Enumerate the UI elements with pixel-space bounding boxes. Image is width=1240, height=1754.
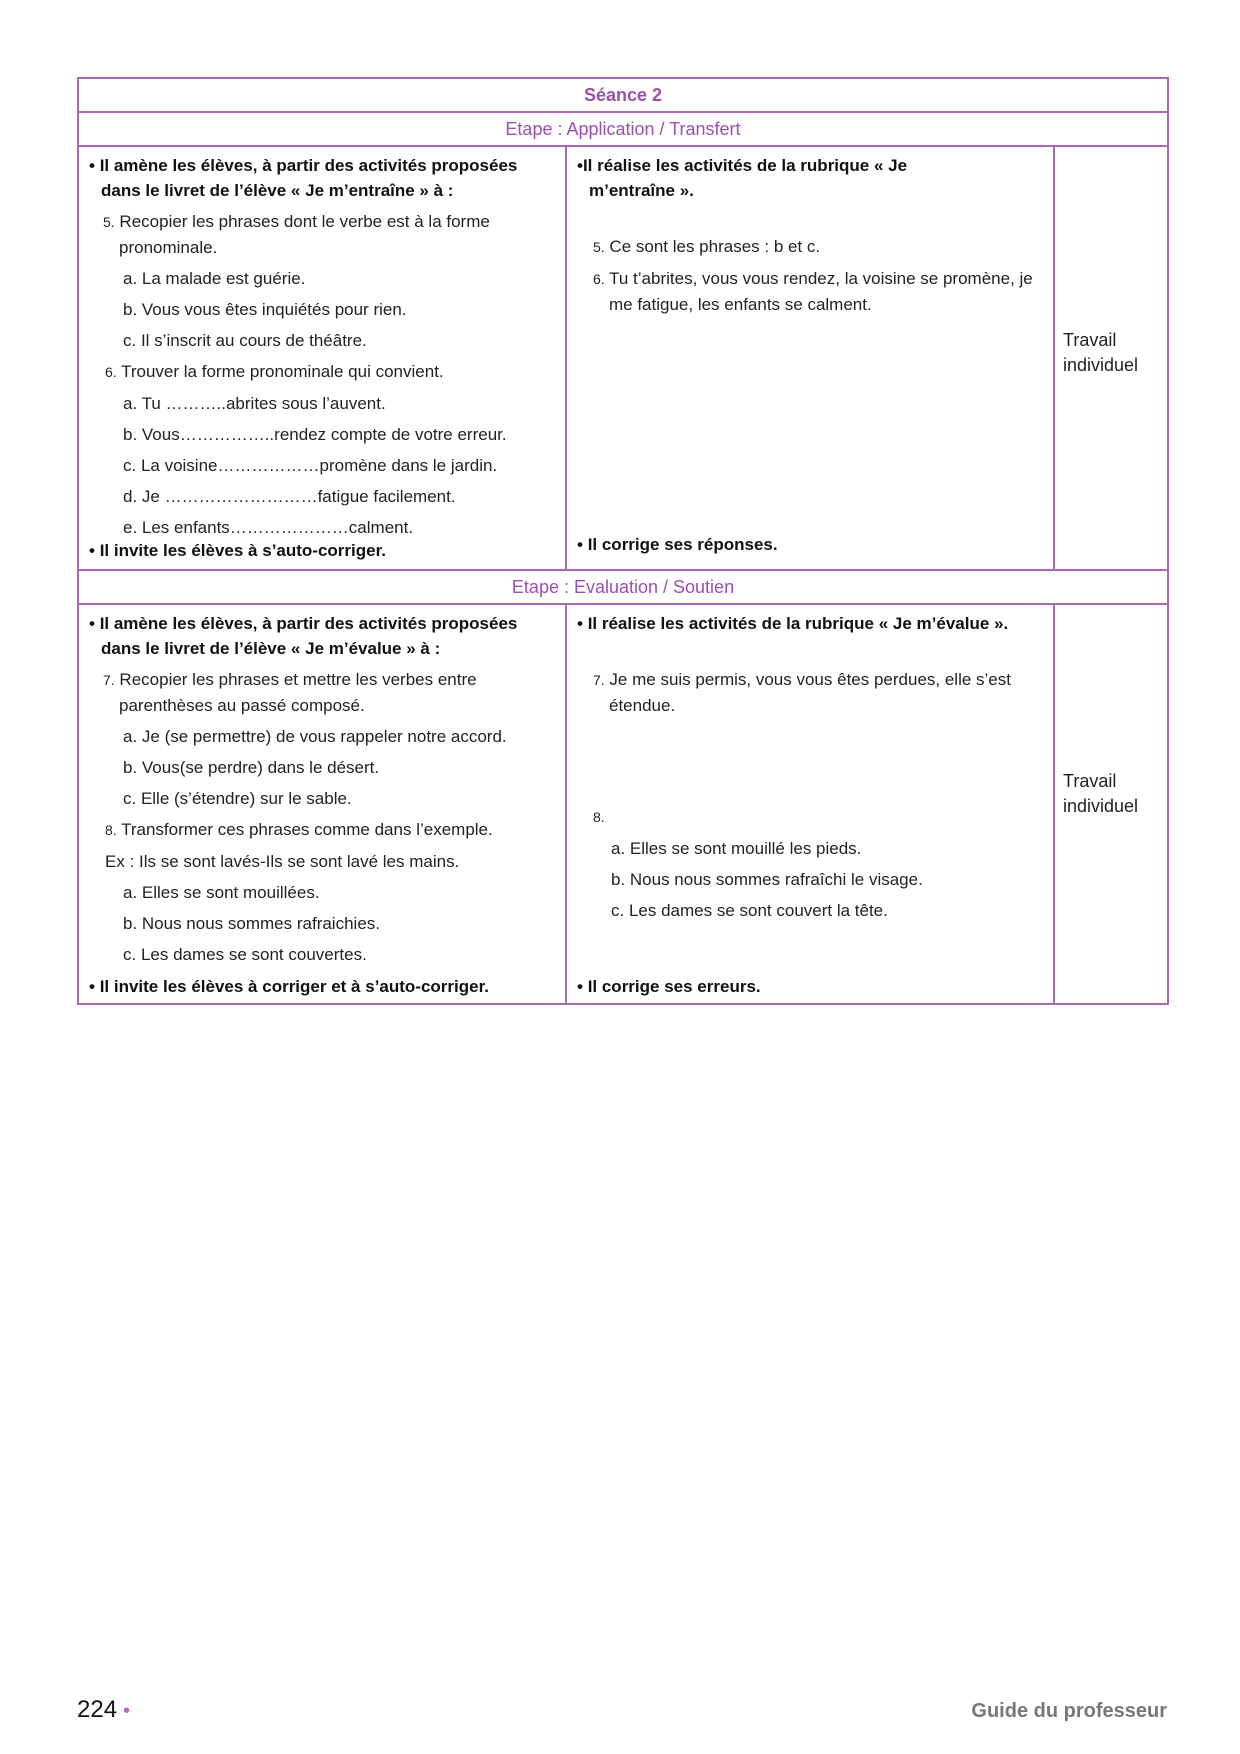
answer-8-item: b. Nous nous sommes rafraîchi le visage.: [611, 870, 923, 889]
teacher-activities-cell: [78, 146, 566, 570]
exercise-8: 8. Transformer ces phrases comme dans l’exemple.: [105, 820, 493, 839]
student-closing: • Il corrige ses réponses.: [577, 535, 778, 554]
exercise-5: 5. Recopier les phrases dont le verbe est à la forme pronominale.: [103, 212, 490, 257]
student-intro: • Il réalise les activités de la rubrique « Je m’évalue ».: [577, 614, 1009, 633]
student-activities-cell: [566, 604, 1054, 1004]
answer-8-number: 8.: [593, 809, 605, 825]
student-intro: •Il réalise les activités de la rubrique « Je m’entraîne ».: [577, 156, 908, 200]
teacher-activities-cell: [78, 604, 566, 1004]
exercise-8-item: a. Elles se sont mouillées.: [123, 883, 320, 902]
answer-6: 6. Tu t’abrites, vous vous rendez, la voisine se promène, je me fatigue, les enfants se calment.: [593, 269, 1033, 314]
page-number: 224 •: [77, 1696, 131, 1723]
exercise-5-item: c. Il s’inscrit au cours de théâtre.: [123, 331, 367, 350]
exercise-6-item: b. Vous……………..rendez compte de votre erreur.: [123, 425, 507, 444]
seance-title: Séance 2: [78, 78, 1168, 112]
answer-7: 7. Je me suis permis, vous vous êtes perdues, elle s’est étendue.: [593, 670, 1011, 715]
exercise-8-example: Ex : Ils se sont lavés-Ils se sont lavé les mains.: [105, 852, 460, 871]
student-activities-cell: [566, 146, 1054, 570]
exercise-6-item: e. Les enfants…………………calment.: [123, 518, 414, 537]
footer-title: Guide du professeur: [971, 1700, 1167, 1722]
answer-8-item: c. Les dames se sont couvert la tête.: [611, 901, 888, 920]
exercise-7-item: c. Elle (s’étendre) sur le sable.: [123, 789, 352, 808]
exercise-7-item: a. Je (se permettre) de vous rappeler notre accord.: [123, 727, 507, 746]
student-closing: • Il corrige ses erreurs.: [577, 977, 761, 996]
section-title-evaluation: Etape : Evaluation / Soutien: [78, 570, 1168, 604]
exercise-6-item: a. Tu ………..abrites sous l’auvent.: [123, 394, 386, 413]
footer-dot: •: [123, 1700, 131, 1722]
exercise-5-item: b. Vous vous êtes inquiétés pour rien.: [123, 300, 407, 319]
teacher-intro: • Il amène les élèves, à partir des activités proposées dans le livret de l’élève « Je m’entraîne » à :: [89, 156, 518, 200]
teacher-closing: • Il invite les élèves à corriger et à s’auto-corriger.: [89, 977, 489, 996]
lesson-table: [77, 77, 1169, 1005]
teacher-intro: • Il amène les élèves, à partir des activités proposées dans le livret de l’élève « Je m’évalue » à :: [89, 614, 518, 658]
exercise-5-item: a. La malade est guérie.: [123, 269, 306, 288]
exercise-8-item: b. Nous nous sommes rafraichies.: [123, 914, 380, 933]
exercise-6: 6. Trouver la forme pronominale qui convient.: [105, 362, 444, 381]
answer-5: 5. Ce sont les phrases : b et c.: [593, 237, 821, 256]
exercise-8-item: c. Les dames se sont couvertes.: [123, 945, 367, 964]
teacher-closing: • Il invite les élèves à s’auto-corriger.: [89, 541, 386, 560]
exercise-6-item: c. La voisine………………promène dans le jardin.: [123, 456, 498, 475]
work-mode: Travail individuel: [1054, 146, 1168, 570]
answer-8-item: a. Elles se sont mouillé les pieds.: [611, 839, 862, 858]
work-mode: Travail individuel: [1054, 604, 1168, 1004]
exercise-6-item: d. Je ………………………fatigue facilement.: [123, 487, 456, 506]
section-title-application: Etape : Application / Transfert: [78, 112, 1168, 146]
exercise-7-item: b. Vous(se perdre) dans le désert.: [123, 758, 380, 777]
exercise-7: 7. Recopier les phrases et mettre les verbes entre parenthèses au passé composé.: [103, 670, 477, 715]
